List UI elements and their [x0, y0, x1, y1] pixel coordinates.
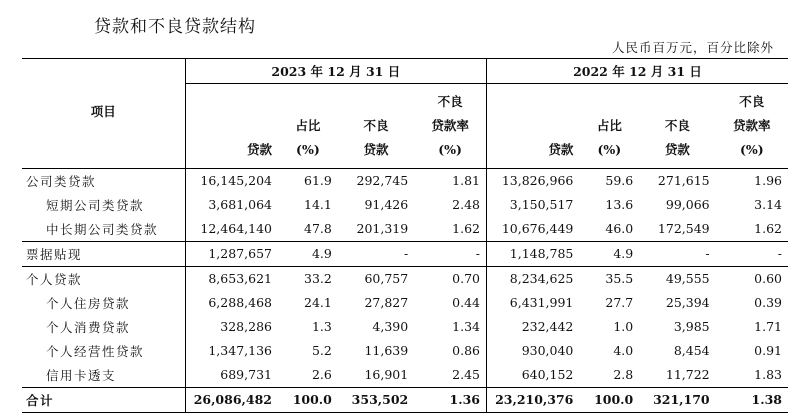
table-row	[22, 291, 788, 315]
cell-npl-2023: 16,901	[364, 367, 409, 382]
cell-npl-2022: 172,549	[657, 221, 710, 236]
cell-rate-2022: 1.62	[754, 221, 782, 236]
cell-rate-2023: 1.81	[452, 173, 480, 188]
row-label: 个人住房贷款	[46, 295, 131, 311]
table-row	[22, 339, 788, 363]
table-row	[22, 193, 788, 217]
cell-loans-2022: 8,234,625	[487, 266, 580, 291]
table-row	[22, 315, 788, 339]
cell-share-2023: 14.1	[304, 197, 332, 212]
cell-npl-2023: 60,757	[338, 266, 414, 291]
cell-share-2022: 1.0	[613, 319, 634, 334]
col-rate-2022: 不良 贷款率 (%)	[716, 84, 788, 169]
cell-rate-2023: 0.44	[452, 295, 480, 310]
total-rate-2023: 1.36	[414, 387, 486, 412]
cell-loans-2023: 1,287,657	[185, 241, 278, 266]
cell-share-2022: 13.6	[605, 197, 634, 212]
cell-share-2022: 27.7	[605, 295, 634, 310]
cell-npl-2023: 27,827	[364, 295, 409, 310]
total-npl-2022: 321,170	[639, 387, 715, 412]
cell-rate-2022: 0.91	[754, 343, 782, 358]
table-row	[22, 241, 788, 266]
col-loans-2023: 贷款	[185, 84, 278, 169]
cell-loans-2023: 3,681,064	[185, 193, 278, 217]
col-rate-2023: 不良 贷款率 (%)	[414, 84, 486, 169]
cell-share-2023: 1.3	[311, 319, 332, 334]
table-row	[22, 363, 788, 388]
cell-rate-2023: 2.45	[452, 367, 480, 382]
cell-loans-2022: 1,148,785	[487, 241, 580, 266]
cell-loans-2023: 16,145,204	[185, 168, 278, 193]
period-2022-header: 2022 年 12 月 31 日	[487, 59, 789, 84]
col-npl-2023: 不良 贷款	[338, 84, 414, 169]
col-share-2022: 占比 (%)	[579, 84, 639, 169]
total-rate-2022: 1.38	[716, 387, 788, 412]
cell-rate-2022: 0.60	[716, 266, 788, 291]
table-row	[22, 266, 788, 291]
cell-loans-2022: 3,150,517	[487, 193, 580, 217]
cell-loans-2022: 232,442	[487, 315, 580, 339]
cell-npl-2023: -	[338, 241, 414, 266]
cell-rate-2023: 2.48	[452, 197, 480, 212]
row-label: 信用卡透支	[46, 367, 117, 383]
total-share-2022: 100.0	[579, 387, 639, 412]
total-label: 合计	[22, 387, 185, 412]
cell-npl-2022: 99,066	[665, 197, 710, 212]
cell-loans-2023: 8,653,621	[185, 266, 278, 291]
cell-loans-2023: 6,288,468	[185, 291, 278, 315]
cell-loans-2022: 10,676,449	[487, 217, 580, 242]
cell-loans-2023: 1,347,136	[185, 339, 278, 363]
cell-share-2022: 46.0	[605, 221, 634, 236]
cell-npl-2023: 292,745	[356, 173, 409, 188]
cell-loans-2022: 640,152	[487, 363, 580, 388]
cell-share-2022: 59.6	[605, 173, 634, 188]
cell-share-2022: 35.5	[579, 266, 639, 291]
cell-rate-2023: 1.34	[452, 319, 480, 334]
cell-share-2023: 47.8	[304, 221, 332, 236]
cell-share-2022: 4.0	[613, 343, 634, 358]
total-share-2023: 100.0	[278, 387, 338, 412]
total-row	[22, 387, 788, 412]
cell-npl-2022: 49,555	[639, 266, 715, 291]
period-2023-header: 2023 年 12 月 31 日	[185, 59, 486, 84]
col-loans-2022: 贷款	[487, 84, 580, 169]
cell-share-2023: 33.2	[278, 266, 338, 291]
col-share-2023: 占比 (%)	[278, 84, 338, 169]
row-label: 票据贴现	[22, 241, 185, 266]
cell-share-2022: 4.9	[579, 241, 639, 266]
cell-share-2022: 2.8	[613, 367, 634, 382]
row-label: 个人经营性贷款	[46, 343, 145, 359]
cell-rate-2022: -	[716, 241, 788, 266]
col-npl-2022: 不良 贷款	[639, 84, 715, 169]
cell-npl-2023: 4,390	[372, 319, 409, 334]
loan-structure-table	[22, 58, 788, 413]
row-label: 中长期公司类贷款	[46, 221, 159, 237]
cell-rate-2022: 1.71	[754, 319, 782, 334]
period-header-row	[22, 59, 788, 84]
cell-loans-2023: 689,731	[185, 363, 278, 388]
cell-share-2023: 4.9	[278, 241, 338, 266]
cell-rate-2023: 0.86	[452, 343, 480, 358]
total-loans-2023: 26,086,482	[185, 387, 278, 412]
row-label: 个人贷款	[22, 266, 185, 291]
cell-rate-2022: 3.14	[754, 197, 782, 212]
cell-rate-2022: 1.96	[754, 173, 782, 188]
cell-npl-2022: 25,394	[665, 295, 710, 310]
column-header-row	[22, 84, 788, 169]
cell-rate-2022: 1.83	[754, 367, 782, 382]
cell-rate-2023: 1.62	[452, 221, 480, 236]
cell-loans-2023: 12,464,140	[185, 217, 278, 242]
unit-note: 人民币百万元，百分比除外	[611, 40, 774, 55]
cell-loans-2023: 328,286	[185, 315, 278, 339]
cell-rate-2023: -	[414, 241, 486, 266]
row-label: 公司类贷款	[26, 173, 97, 189]
cell-npl-2022: 3,985	[673, 319, 710, 334]
cell-npl-2022: 11,722	[665, 367, 710, 382]
table-row	[22, 217, 788, 242]
cell-rate-2023: 0.70	[414, 266, 486, 291]
total-loans-2022: 23,210,376	[487, 387, 580, 412]
cell-loans-2022: 930,040	[487, 339, 580, 363]
row-label: 短期公司类贷款	[46, 197, 145, 213]
cell-npl-2023: 11,639	[364, 343, 409, 358]
cell-loans-2022: 6,431,991	[487, 291, 580, 315]
page-title: 贷款和不良贷款结构	[94, 17, 256, 37]
cell-share-2023: 5.2	[311, 343, 332, 358]
cell-rate-2022: 0.39	[754, 295, 782, 310]
item-header-spacer	[22, 59, 185, 84]
total-npl-2023: 353,502	[338, 387, 414, 412]
item-header: 项目	[22, 84, 185, 169]
table-row	[22, 168, 788, 193]
row-label: 个人消费贷款	[46, 319, 131, 335]
cell-npl-2022: 8,454	[673, 343, 710, 358]
cell-npl-2022: 271,615	[657, 173, 710, 188]
cell-share-2023: 61.9	[304, 173, 332, 188]
cell-npl-2023: 91,426	[364, 197, 409, 212]
cell-loans-2022: 13,826,966	[487, 168, 580, 193]
cell-npl-2022: -	[639, 241, 715, 266]
cell-share-2023: 2.6	[311, 367, 332, 382]
cell-share-2023: 24.1	[304, 295, 332, 310]
cell-npl-2023: 201,319	[356, 221, 409, 236]
